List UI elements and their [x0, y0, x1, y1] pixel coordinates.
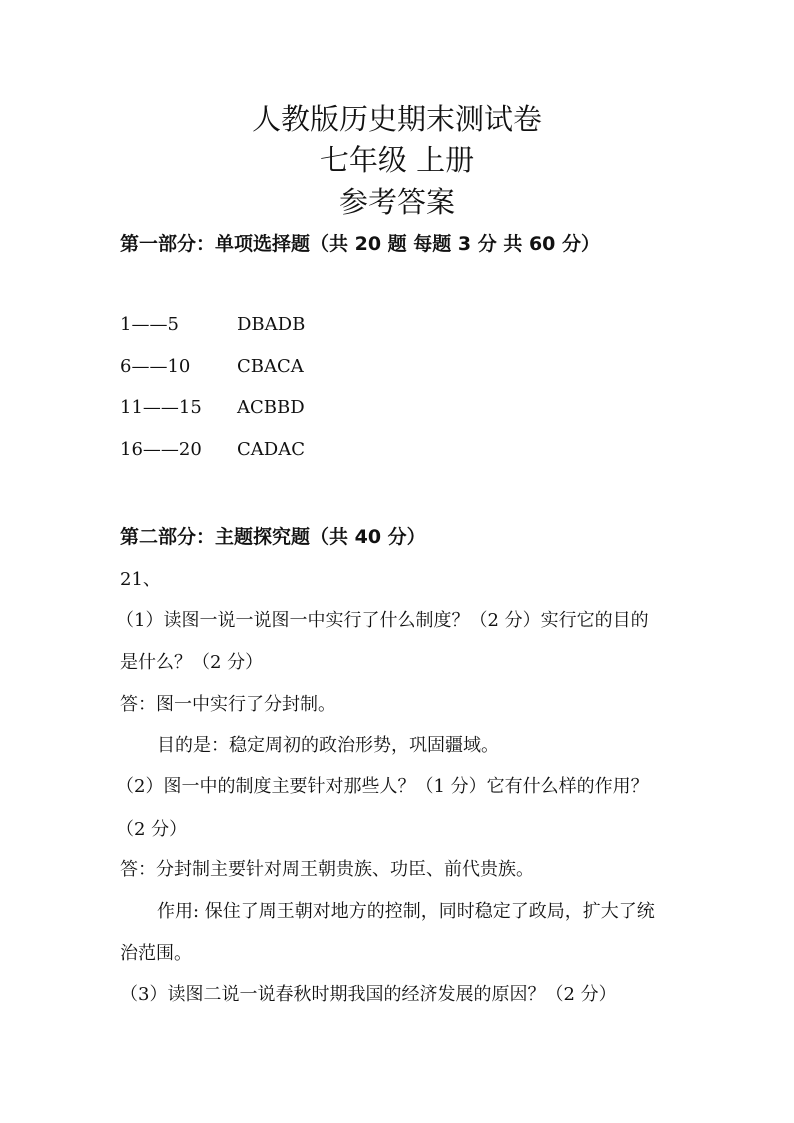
answer-range: 16——20 [120, 439, 202, 460]
part1-heading: 第一部分：单项选择题（共 20 题 每题 3 分 共 60 分） [120, 233, 601, 255]
answer-range: 1——5 [120, 314, 179, 335]
answer-row [120, 397, 305, 418]
answer-range: 6——10 [120, 356, 191, 377]
answer-letters: CBACA [237, 356, 304, 377]
question-3-text: （3）读图二说一说春秋时期我国的经济发展的原因？（2 分） [120, 984, 617, 1005]
question-2-text-cont: （2 分） [116, 819, 188, 840]
answer-2-effect: 作用: 保住了周王朝对地方的控制，同时稳定了政局，扩大了统 [157, 901, 655, 922]
document-title: 人教版历史期末测试卷 [251, 102, 542, 136]
question-1-text: （1）读图一说一说图一中实行了什么制度？（2 分）实行它的目的 [116, 610, 649, 631]
answer-row [120, 314, 305, 335]
answer-row [120, 439, 305, 460]
answer-2-effect-cont: 治范围。 [120, 943, 192, 964]
answer-range: 11——15 [120, 397, 202, 418]
answer-key-subtitle: 参考答案 [338, 185, 455, 219]
answer-row [120, 356, 304, 377]
grade-label: 七年级 上册 [319, 143, 475, 177]
answer-1-purpose: 目的是：稳定周初的政治形势，巩固疆域。 [157, 735, 499, 756]
question-2-text: （2）图一中的制度主要针对那些人？（1 分）它有什么样的作用？ [116, 776, 649, 797]
question-1-text-cont: 是什么？（2 分） [120, 652, 264, 673]
answer-2-text: 答：分封制主要针对周王朝贵族、功臣、前代贵族。 [120, 859, 534, 880]
answer-letters: ACBBD [237, 397, 305, 418]
part2-heading: 第二部分：主题探究题（共 40 分） [120, 526, 426, 548]
answer-1-text: 答：图一中实行了分封制。 [120, 694, 336, 715]
answer-letters: DBADB [237, 314, 306, 335]
question-number: 21、 [120, 569, 161, 590]
answer-letters: CADAC [237, 439, 305, 460]
